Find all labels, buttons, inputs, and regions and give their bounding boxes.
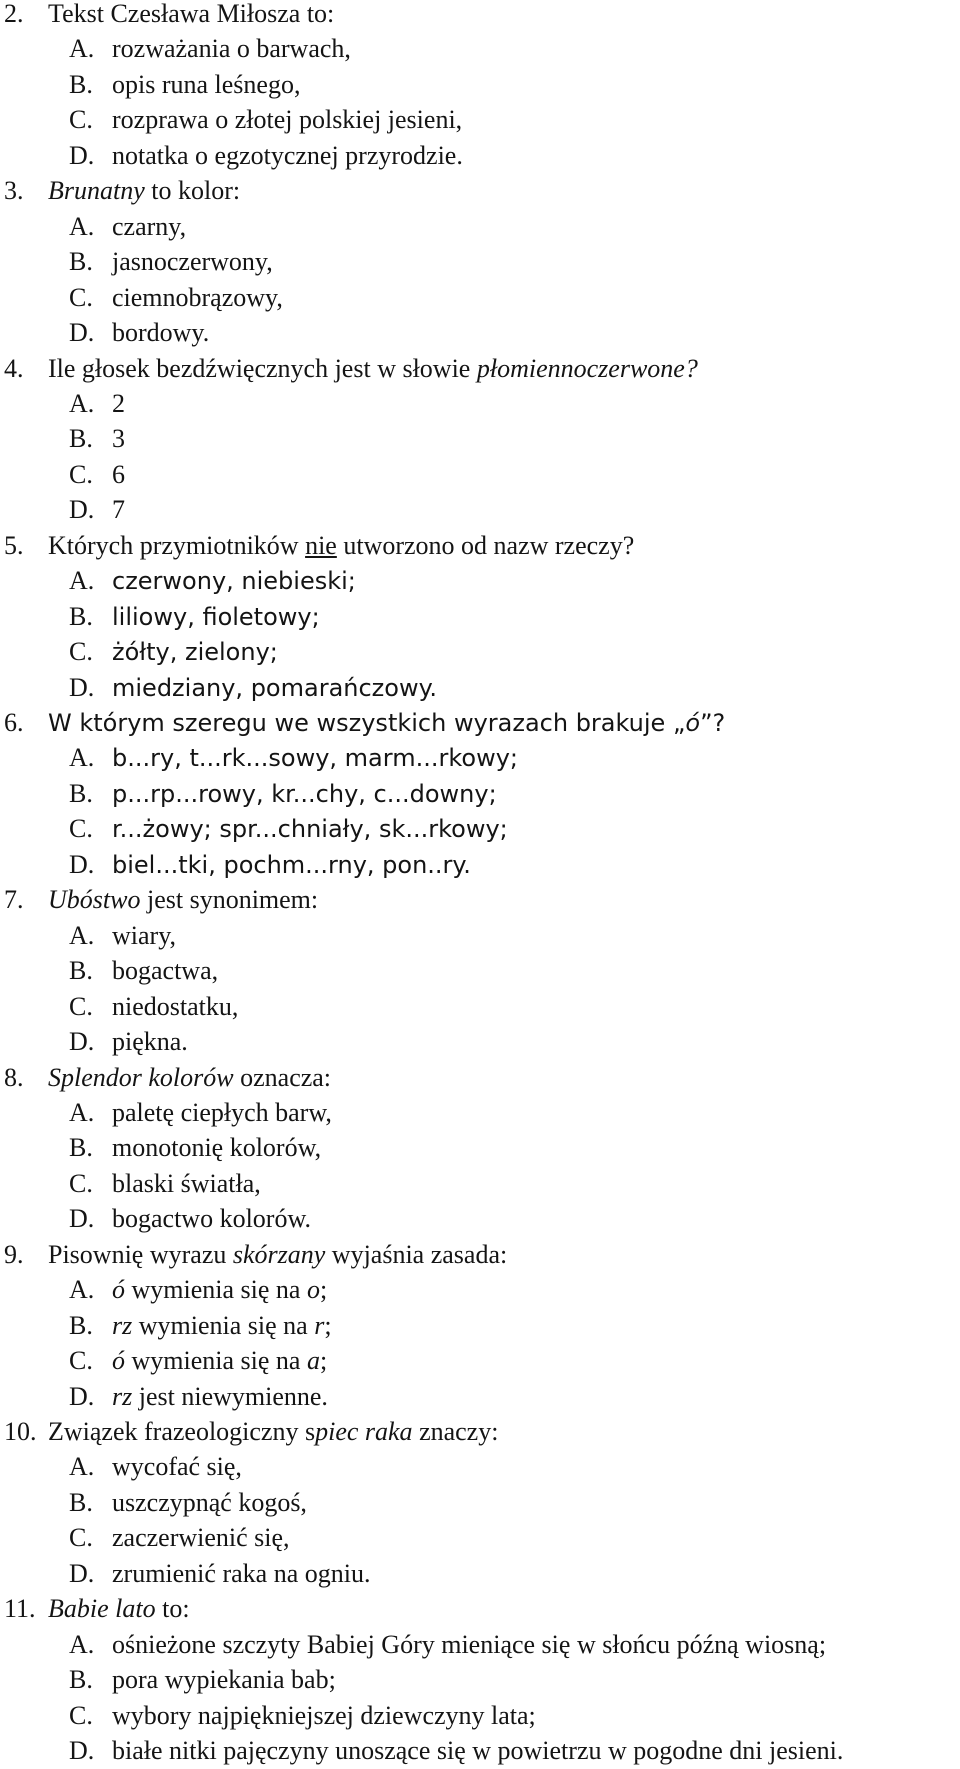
italic-text: ó: [112, 1275, 125, 1305]
italic-text: a: [306, 1346, 320, 1376]
italic-text: r: [314, 1310, 325, 1340]
text-run: biel...tki, pochm...rny, pon..ry.: [112, 850, 471, 879]
question-text: [48, 1591, 190, 1627]
text-run: monotonię kolorów,: [112, 1133, 322, 1163]
italic-text: ó: [685, 709, 701, 737]
text-run: ośnieżone szczyty Babiej Góry mieniące się w słońcu późną wiosną;: [112, 1629, 827, 1659]
text-run: r...żowy; spr...chniały, sk...rkowy;: [112, 815, 508, 844]
text-run: Pisownię wyrazu: [48, 1239, 233, 1269]
question-text: [48, 1060, 331, 1096]
text-run: wymienia się na: [125, 1275, 307, 1305]
text-run: niedostatku,: [112, 991, 239, 1021]
question-number: 8.: [4, 1062, 24, 1092]
option-letter: A.: [69, 1097, 95, 1127]
text-run: oznacza:: [233, 1062, 332, 1092]
text-run: jest niewymienne.: [132, 1381, 328, 1411]
option-letter: D.: [69, 318, 95, 348]
text-run: jest synonimem:: [140, 885, 319, 915]
text-run: jasnoczerwony,: [112, 247, 273, 277]
text-run: W którym szeregu we wszystkich wyrazach brakuje „: [48, 709, 686, 737]
option-text: [112, 1379, 328, 1415]
question-text: [48, 528, 634, 564]
option-text: [112, 953, 218, 989]
option-letter: D.: [69, 672, 95, 702]
option-letter: A.: [69, 388, 95, 418]
option-letter: D.: [69, 1558, 95, 1588]
question-text: [48, 1414, 498, 1450]
option-text: [112, 1308, 332, 1344]
option-letter: C.: [69, 814, 93, 844]
option-letter: A.: [69, 211, 95, 241]
option-text: [112, 918, 176, 954]
text-run: zrumienić raka na ogniu.: [112, 1558, 371, 1588]
option-letter: A.: [69, 566, 95, 596]
text-run: paletę ciepłych barw,: [112, 1097, 332, 1127]
text-run: znaczy:: [412, 1417, 499, 1446]
option-text: [112, 776, 497, 812]
text-run: rozprawa o złotej polskiej jesieni,: [112, 105, 463, 135]
text-run: piękna.: [112, 1027, 188, 1057]
text-run: ;: [319, 1346, 328, 1376]
text-run: czarny,: [112, 211, 187, 241]
option-text: [112, 102, 462, 138]
option-text: [112, 599, 320, 635]
text-run: ;: [324, 1310, 332, 1340]
option-letter: D.: [69, 140, 95, 170]
text-run: wycofać się,: [112, 1452, 242, 1482]
underlined-text: nie: [305, 530, 337, 560]
text-run: utworzono od nazw rzeczy?: [336, 530, 635, 560]
text-run: wiary,: [112, 920, 177, 950]
question-number: 3.: [4, 176, 24, 206]
option-letter: A.: [69, 920, 95, 950]
text-run: Związek frazeologiczny s: [48, 1417, 316, 1446]
text-run: pora wypiekania bab;: [112, 1665, 336, 1695]
text-run: wybory najpiękniejszej dziewczyny lata;: [112, 1700, 536, 1730]
option-text: [112, 492, 125, 528]
option-text: [112, 1662, 336, 1698]
option-text: [112, 1130, 321, 1166]
text-run: wymienia się na: [132, 1310, 315, 1340]
option-text: [112, 244, 273, 280]
question-text: [48, 173, 240, 209]
text-run: wymienia się na: [125, 1346, 307, 1376]
option-letter: D.: [69, 1381, 95, 1411]
option-text: [112, 740, 518, 776]
option-text: [112, 1272, 327, 1308]
option-text: [112, 1449, 242, 1485]
option-text: [112, 670, 437, 706]
option-text: [112, 31, 351, 67]
option-text: [112, 1485, 307, 1521]
option-letter: C.: [69, 282, 93, 312]
option-text: [112, 1024, 188, 1060]
option-text: [112, 457, 125, 493]
option-letter: A.: [69, 34, 95, 64]
option-letter: D.: [69, 1204, 95, 1234]
text-run: białe nitki pajęczyny unoszące się w powietrzu w pogodne dni jesieni.: [112, 1736, 844, 1766]
option-text: [112, 563, 356, 599]
option-letter: A.: [69, 1452, 95, 1482]
text-run: to kolor:: [144, 176, 241, 206]
option-letter: B.: [69, 778, 93, 808]
text-run: Tekst Czesława Miłosza to:: [48, 0, 335, 28]
option-text: [112, 1556, 370, 1592]
option-text: [112, 634, 278, 670]
italic-text: rz: [112, 1310, 133, 1340]
option-letter: B.: [69, 1665, 93, 1695]
text-run: ciemnobrązowy,: [112, 282, 283, 312]
text-run: miedziany, pomarańczowy.: [112, 673, 437, 702]
question-number: 6.: [4, 708, 24, 737]
option-text: [112, 811, 508, 847]
text-run: bogactwo kolorów.: [112, 1204, 312, 1234]
text-run: blaski światła,: [112, 1168, 261, 1198]
question-number: 9.: [4, 1239, 24, 1269]
option-letter: B.: [69, 247, 93, 277]
question-number: 4.: [4, 353, 24, 383]
text-run: opis runa leśnego,: [112, 69, 301, 99]
question-number: 5.: [4, 530, 24, 560]
option-text: [112, 67, 300, 103]
option-letter: B.: [69, 424, 93, 454]
text-run: wyjaśnia zasada:: [325, 1239, 508, 1269]
italic-text: skórzany: [232, 1239, 326, 1269]
text-run: czerwony, niebieski;: [112, 567, 356, 596]
option-letter: B.: [69, 956, 93, 986]
italic-text: rz: [112, 1381, 133, 1411]
option-letter: A.: [69, 1629, 95, 1659]
text-run: ”?: [700, 709, 726, 737]
option-letter: C.: [69, 105, 93, 135]
option-letter: C.: [69, 459, 93, 489]
option-text: [112, 1201, 311, 1237]
text-run: notatka o egzotycznej przyrodzie.: [112, 140, 463, 170]
italic-text: Brunatny: [48, 176, 145, 206]
text-run: 2: [112, 388, 125, 418]
option-letter: C.: [69, 637, 93, 667]
option-letter: D.: [69, 849, 95, 879]
option-letter: B.: [69, 1310, 93, 1340]
text-run: bogactwa,: [112, 956, 219, 986]
italic-text: Splendor kolorów: [48, 1062, 234, 1092]
text-run: p...rp...rowy, kr...chy, c...downy;: [112, 779, 497, 808]
option-text: [112, 1095, 332, 1131]
option-letter: D.: [69, 1736, 95, 1766]
question-number: 2.: [4, 0, 24, 28]
option-letter: C.: [69, 1346, 93, 1376]
option-text: [112, 421, 125, 457]
option-letter: C.: [69, 1700, 93, 1730]
text-run: rozważania o barwach,: [112, 34, 351, 64]
option-letter: A.: [69, 1275, 95, 1305]
option-text: [112, 1166, 261, 1202]
italic-text: o: [306, 1275, 320, 1305]
question-number: 7.: [4, 885, 24, 915]
option-letter: B.: [69, 1487, 93, 1517]
option-text: [112, 386, 125, 422]
option-letter: D.: [69, 1027, 95, 1057]
option-text: [112, 989, 238, 1025]
option-text: [112, 280, 283, 316]
option-text: [112, 1733, 843, 1769]
question-text: [48, 351, 698, 387]
option-letter: C.: [69, 1168, 93, 1198]
option-text: [112, 209, 186, 245]
question-text: [48, 1237, 507, 1273]
text-run: żółty, zielony;: [112, 638, 278, 667]
italic-text: ó: [112, 1346, 125, 1376]
option-text: [112, 138, 463, 174]
italic-text: piec raka: [315, 1417, 413, 1446]
question-text: [48, 882, 318, 918]
option-text: [112, 315, 209, 351]
option-text: [112, 1520, 290, 1556]
text-run: ;: [319, 1275, 328, 1305]
option-letter: C.: [69, 1523, 93, 1553]
question-text: [48, 705, 725, 741]
text-run: 3: [112, 424, 125, 454]
italic-text: Ubóstwo: [48, 885, 141, 915]
option-letter: B.: [69, 69, 93, 99]
option-text: [112, 1343, 327, 1379]
text-run: Ile głosek bezdźwięcznych jest w słowie: [48, 353, 477, 383]
italic-text: płomiennoczerwone?: [476, 353, 698, 383]
option-letter: B.: [69, 1133, 93, 1163]
option-letter: A.: [69, 743, 95, 773]
question-text: [48, 0, 334, 32]
option-text: [112, 1627, 826, 1663]
option-letter: D.: [69, 495, 95, 525]
text-run: Których przymiotników: [48, 530, 306, 560]
option-text: [112, 1698, 536, 1734]
question-number: 11.: [4, 1594, 36, 1624]
text-run: 6: [112, 459, 125, 489]
text-run: uszczypnąć kogoś,: [112, 1487, 307, 1517]
question-number: 10.: [4, 1417, 37, 1446]
text-run: b...ry, t...rk...sowy, marm...rkowy;: [112, 744, 518, 773]
text-run: to:: [155, 1594, 190, 1624]
text-run: zaczerwienić się,: [112, 1523, 290, 1553]
text-run: liliowy, fioletowy;: [112, 602, 320, 631]
option-text: [112, 847, 471, 883]
text-run: 7: [112, 495, 125, 525]
option-letter: B.: [69, 601, 93, 631]
text-run: bordowy.: [112, 318, 210, 348]
italic-text: Babie lato: [48, 1594, 156, 1624]
option-letter: C.: [69, 991, 93, 1021]
